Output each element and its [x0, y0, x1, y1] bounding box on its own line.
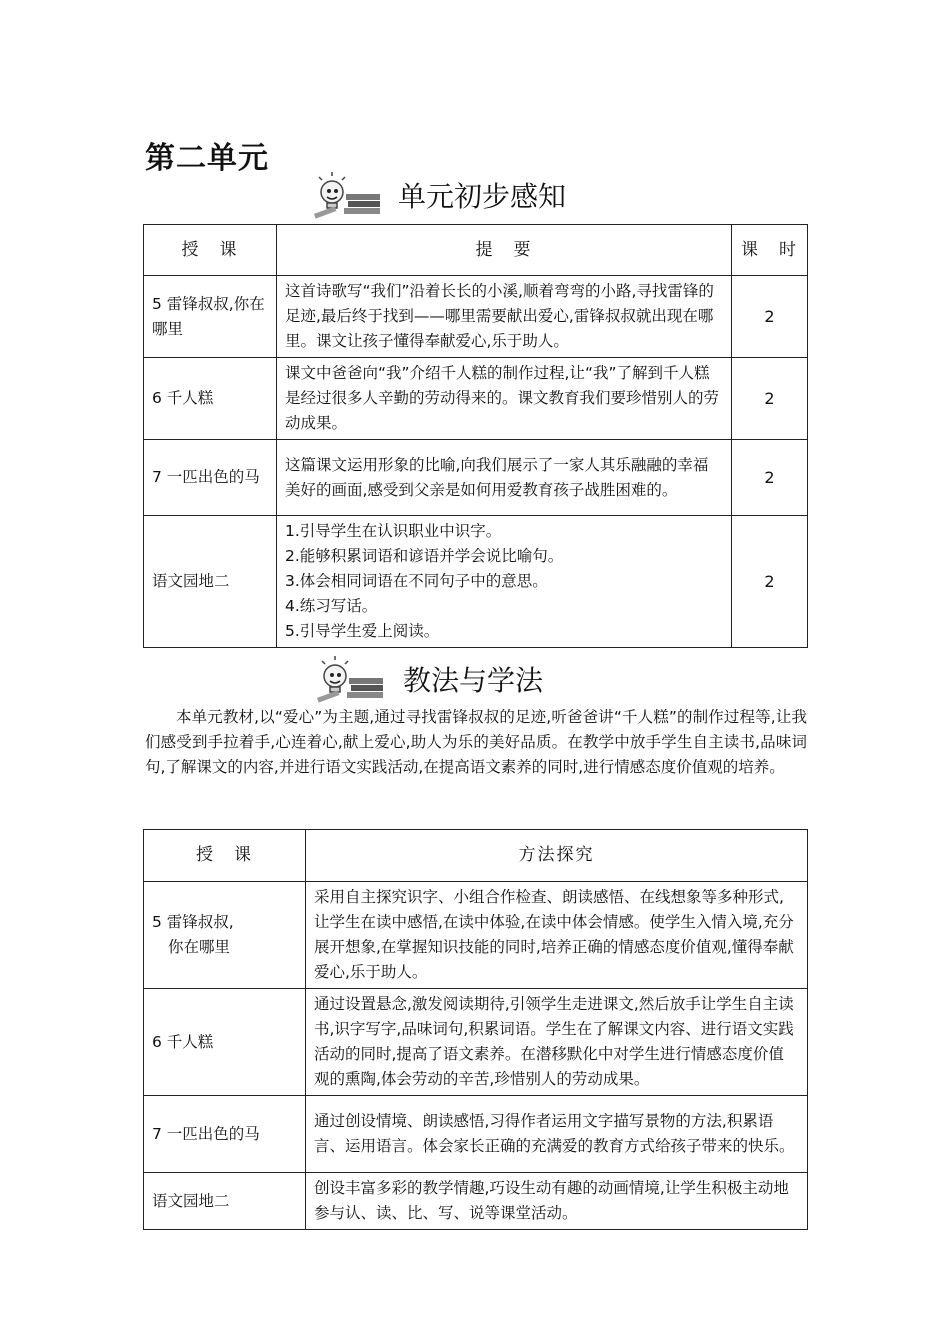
list-item: 3.体会相同词语在不同句子中的意思。 [285, 572, 548, 590]
perception-table [143, 224, 808, 648]
summary-cell: 这首诗歌写“我们”沿着长长的小溪,顺着弯弯的小路,寻找雷锋的足迹,最后终于找到——哪里需要献出爱心,雷锋叔叔就出现在哪里。课文让孩子懂得奉献爱心,乐于助人。 [277, 276, 732, 358]
list-item: 5.引导学生爱上阅读。 [285, 622, 440, 640]
method-cell: 通过设置悬念,激发阅读期待,引领学生走进课文,然后放手让学生自主读书,识字写字,品味词句,积累词语。学生在了解课文内容、进行语文实践活动的同时,提高了语文素养。在潜移默化中对学生进行情感态度价值观的熏陶,体会劳动的辛苦,珍惜别人的劳动成果。 [306, 989, 808, 1096]
lesson-cell: 6 千人糕 [144, 989, 306, 1096]
section-heading-label: 教法与学法 [403, 664, 544, 697]
table-row [144, 1096, 808, 1173]
column-header: 授 课 [144, 225, 277, 276]
summary-cell [277, 516, 732, 648]
method-cell: 通过创设情境、朗读感悟,习得作者运用文字描写景物的方法,积累语言、运用语言。体会家长正确的充满爱的教育方式给孩子带来的快乐。 [306, 1096, 808, 1173]
column-header: 提 要 [277, 225, 732, 276]
table-row [144, 882, 808, 989]
lightbulb-books-icon [313, 656, 389, 706]
hours-cell: 2 [732, 440, 808, 516]
method-cell: 采用自主探究识字、小组合作检查、朗读感悟、在线想象等多种形式,让学生在读中感悟,在读中体验,在读中体会情感。使学生入情入境,充分展开想象,在掌握知识技能的同时,培养正确的情感态度价值观,懂得奉献爱心,乐于助人。 [306, 882, 808, 989]
table-row [144, 358, 808, 440]
hours-cell: 2 [732, 358, 808, 440]
method-cell: 创设丰富多彩的教学情趣,巧设生动有趣的动画情境,让学生积极主动地参与认、读、比、写、说等课堂活动。 [306, 1173, 808, 1230]
lesson-cell: 语文园地二 [144, 516, 277, 648]
section-heading-perception [0, 172, 950, 222]
column-header: 授 课 [144, 830, 306, 882]
methods-table [143, 829, 808, 1230]
list-item: 2.能够积累词语和谚语并学会说比喻句。 [285, 547, 564, 565]
table-row [144, 516, 808, 648]
lesson-cell: 语文园地二 [144, 1173, 306, 1230]
column-header: 课 时 [732, 225, 808, 276]
lesson-cell: 6 千人糕 [144, 358, 277, 440]
lightbulb-books-icon [310, 172, 386, 222]
unit-title: 第二单元 [145, 141, 269, 176]
list-item: 1.引导学生在认识职业中识字。 [285, 522, 502, 540]
lesson-cell: 7 一匹出色的马 [144, 1096, 306, 1173]
lesson-line: 你在哪里 [168, 938, 231, 956]
section-heading-methods [0, 656, 950, 706]
lesson-cell: 5 雷锋叔叔,你在哪里 [144, 276, 277, 358]
table-row [144, 276, 808, 358]
table-header-row [144, 225, 808, 276]
table-header-row [144, 830, 808, 882]
hours-cell: 2 [732, 276, 808, 358]
lesson-cell [144, 882, 306, 989]
list-item: 4.练习写话。 [285, 597, 378, 615]
lesson-line: 5 雷锋叔叔, [152, 913, 234, 931]
summary-cell: 这篇课文运用形象的比喻,向我们展示了一家人其乐融融的幸福美好的画面,感受到父亲是如何用爱教育孩子战胜困难的。 [277, 440, 732, 516]
table-row [144, 1173, 808, 1230]
hours-cell: 2 [732, 516, 808, 648]
section-heading-label: 单元初步感知 [398, 180, 567, 213]
lesson-cell: 7 一匹出色的马 [144, 440, 277, 516]
methods-intro-paragraph: 本单元教材,以“爱心”为主题,通过寻找雷锋叔叔的足迹,听爸爸讲“千人糕”的制作过程等,让我们感受到手拉着手,心连着心,献上爱心,助人为乐的美好品质。在教学中放手学生自主读书,品味词句,了解课文的内容,并进行语文实践活动,在提高语文素养的同时,进行情感态度价值观的培养。 [145, 708, 807, 776]
summary-cell: 课文中爸爸向“我”介绍千人糕的制作过程,让“我”了解到千人糕是经过很多人辛勤的劳动得来的。课文教育我们要珍惜别人的劳动成果。 [277, 358, 732, 440]
column-header: 方法探究 [306, 830, 808, 882]
table-row [144, 440, 808, 516]
table-row [144, 989, 808, 1096]
